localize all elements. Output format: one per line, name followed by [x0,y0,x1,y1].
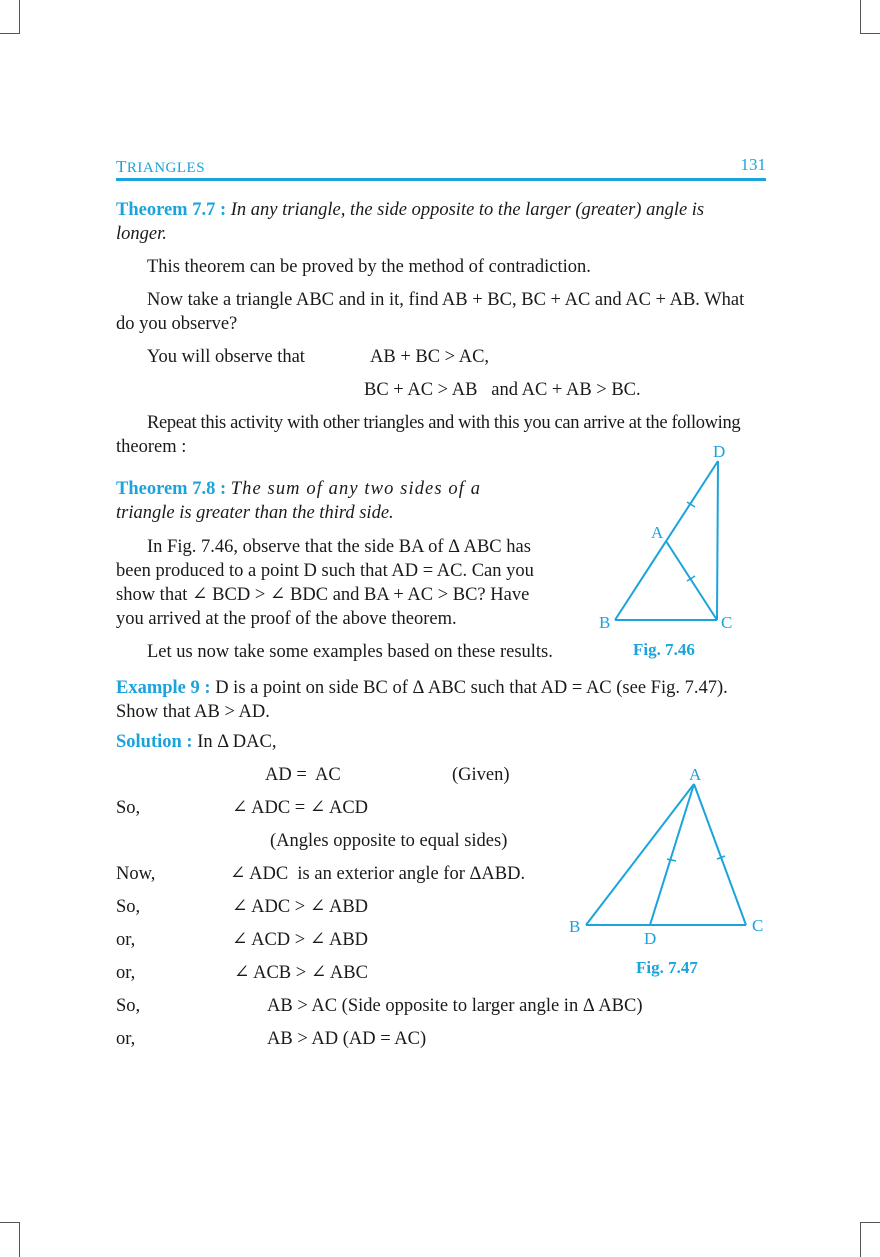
crop-mark-bottom-right-v [860,1222,861,1257]
theorem-7-7-text-line1: In any triangle, the side opposite to the larger (greater) angle is [230,200,705,220]
running-header [116,155,766,179]
chapter-title-rest: RIANGLES [126,160,206,176]
tick-ad [667,859,676,861]
label-d: D [644,929,657,948]
solution-label: Solution : [116,732,193,752]
theorem-7-8-line1 [116,477,481,501]
para-repeat-line2: theorem : [116,437,187,457]
chapter-title [116,157,205,177]
label-b: B [599,613,611,632]
para-repeat-line1: Repeat this activity with other triangles and with this you can arrive at the following [147,413,741,433]
theorem-7-8-text-line2: triangle is greater than the third side. [116,503,394,523]
figure-7-47 [560,760,780,950]
solution-row-7-lead: or, [116,963,136,983]
para-activity-line2: do you observe? [116,314,238,334]
theorem-7-8-text-line1: The sum of any two sides of a [230,479,482,499]
solution-row-3-stmt: (Angles opposite to equal sides) [270,831,508,851]
segment-ac [666,541,717,620]
theorem-7-7-text-line2: longer. [116,224,167,244]
solution-row-7-stmt: ∠ ACB > ∠ ABC [234,963,368,983]
solution-row-6-lead: or, [116,930,136,950]
para-fig746-line3: show that ∠ BCD > ∠ BDC and BA + AC > BC? Have [116,585,530,605]
header-rule [116,178,766,181]
solution-row-5-lead: So, [116,897,141,917]
para-examples: Let us now take some examples based on these results. [147,642,553,662]
figure-7-46-diagram [590,440,750,640]
theorem-7-7-label: Theorem 7.7 : [116,200,227,220]
solution-row-1-stmt: AD = AC [265,765,341,785]
page-number: 131 [740,155,766,174]
example-9-label: Example 9 : [116,678,211,698]
solution-intro-text: In Δ DAC, [197,732,277,752]
solution-row-9-lead: or, [116,1029,136,1049]
figure-7-47-caption: Fig. 7.47 [636,958,698,977]
solution-row-6-stmt: ∠ ACD > ∠ ABD [232,930,369,950]
solution-row-8-lead: So, [116,996,141,1016]
segment-ac [694,784,746,925]
para-fig746-line1: In Fig. 7.46, observe that the side BA of Δ ABC has [147,537,531,557]
para-activity-line1: Now take a triangle ABC and in it, find AB + BC, BC + AC and AC + AB. What [147,290,745,310]
solution-row-4-stmt: ∠ ADC is an exterior angle for ΔABD. [230,864,526,884]
figure-7-46-caption: Fig. 7.46 [633,640,695,659]
crop-mark-top-left-v [19,0,20,34]
solution-row-4-lead: Now, [116,864,156,884]
example-9-text-line1: D is a point on side BC of Δ ABC such that AD = AC (see Fig. 7.47). [215,678,728,698]
label-a: A [689,765,702,784]
theorem-7-8-label: Theorem 7.8 : [116,479,227,499]
solution-row-1-reason: (Given) [452,765,510,785]
solution-row-9-stmt: AB > AD (AD = AC) [267,1029,427,1049]
label-b: B [569,917,581,936]
segment-ad [650,784,694,925]
solution-row-2-stmt: ∠ ADC = ∠ ACD [232,798,369,818]
crop-mark-top-right-h [861,33,880,34]
crop-mark-top-left-h [0,33,19,34]
segment-ab [586,784,694,925]
figure-7-46 [590,440,750,640]
solution-intro [116,730,276,754]
para-fig746-line2: been produced to a point D such that AD = AC. Can you [116,561,534,581]
label-d: D [713,442,726,461]
para-fig746-line4: you arrived at the proof of the above theorem. [116,609,457,629]
observe-eq1: AB + BC > AC, [370,347,490,367]
crop-mark-bottom-left-v [19,1222,20,1257]
crop-mark-bottom-left-h [0,1222,19,1223]
para-contradiction: This theorem can be proved by the method of contradiction. [147,257,591,277]
observe-eq2: BC + AC > AB and AC + AB > BC. [364,380,641,400]
chapter-title-initial: T [116,157,127,176]
crop-mark-top-right-v [860,0,861,34]
solution-row-2-lead: So, [116,798,141,818]
theorem-7-7 [116,198,766,222]
solution-row-8-stmt: AB > AC (Side opposite to larger angle in Δ ABC) [267,996,643,1016]
label-c: C [752,916,764,935]
crop-mark-bottom-right-h [861,1222,880,1223]
observe-lead: You will observe that [147,347,305,367]
segment-dc [717,461,718,620]
example-9-line2: Show that AB > AD. [116,702,270,722]
label-a: A [651,523,664,542]
figure-7-47-diagram [560,760,780,950]
example-9-line1 [116,676,728,700]
label-c: C [721,613,733,632]
solution-row-5-stmt: ∠ ADC > ∠ ABD [232,897,369,917]
